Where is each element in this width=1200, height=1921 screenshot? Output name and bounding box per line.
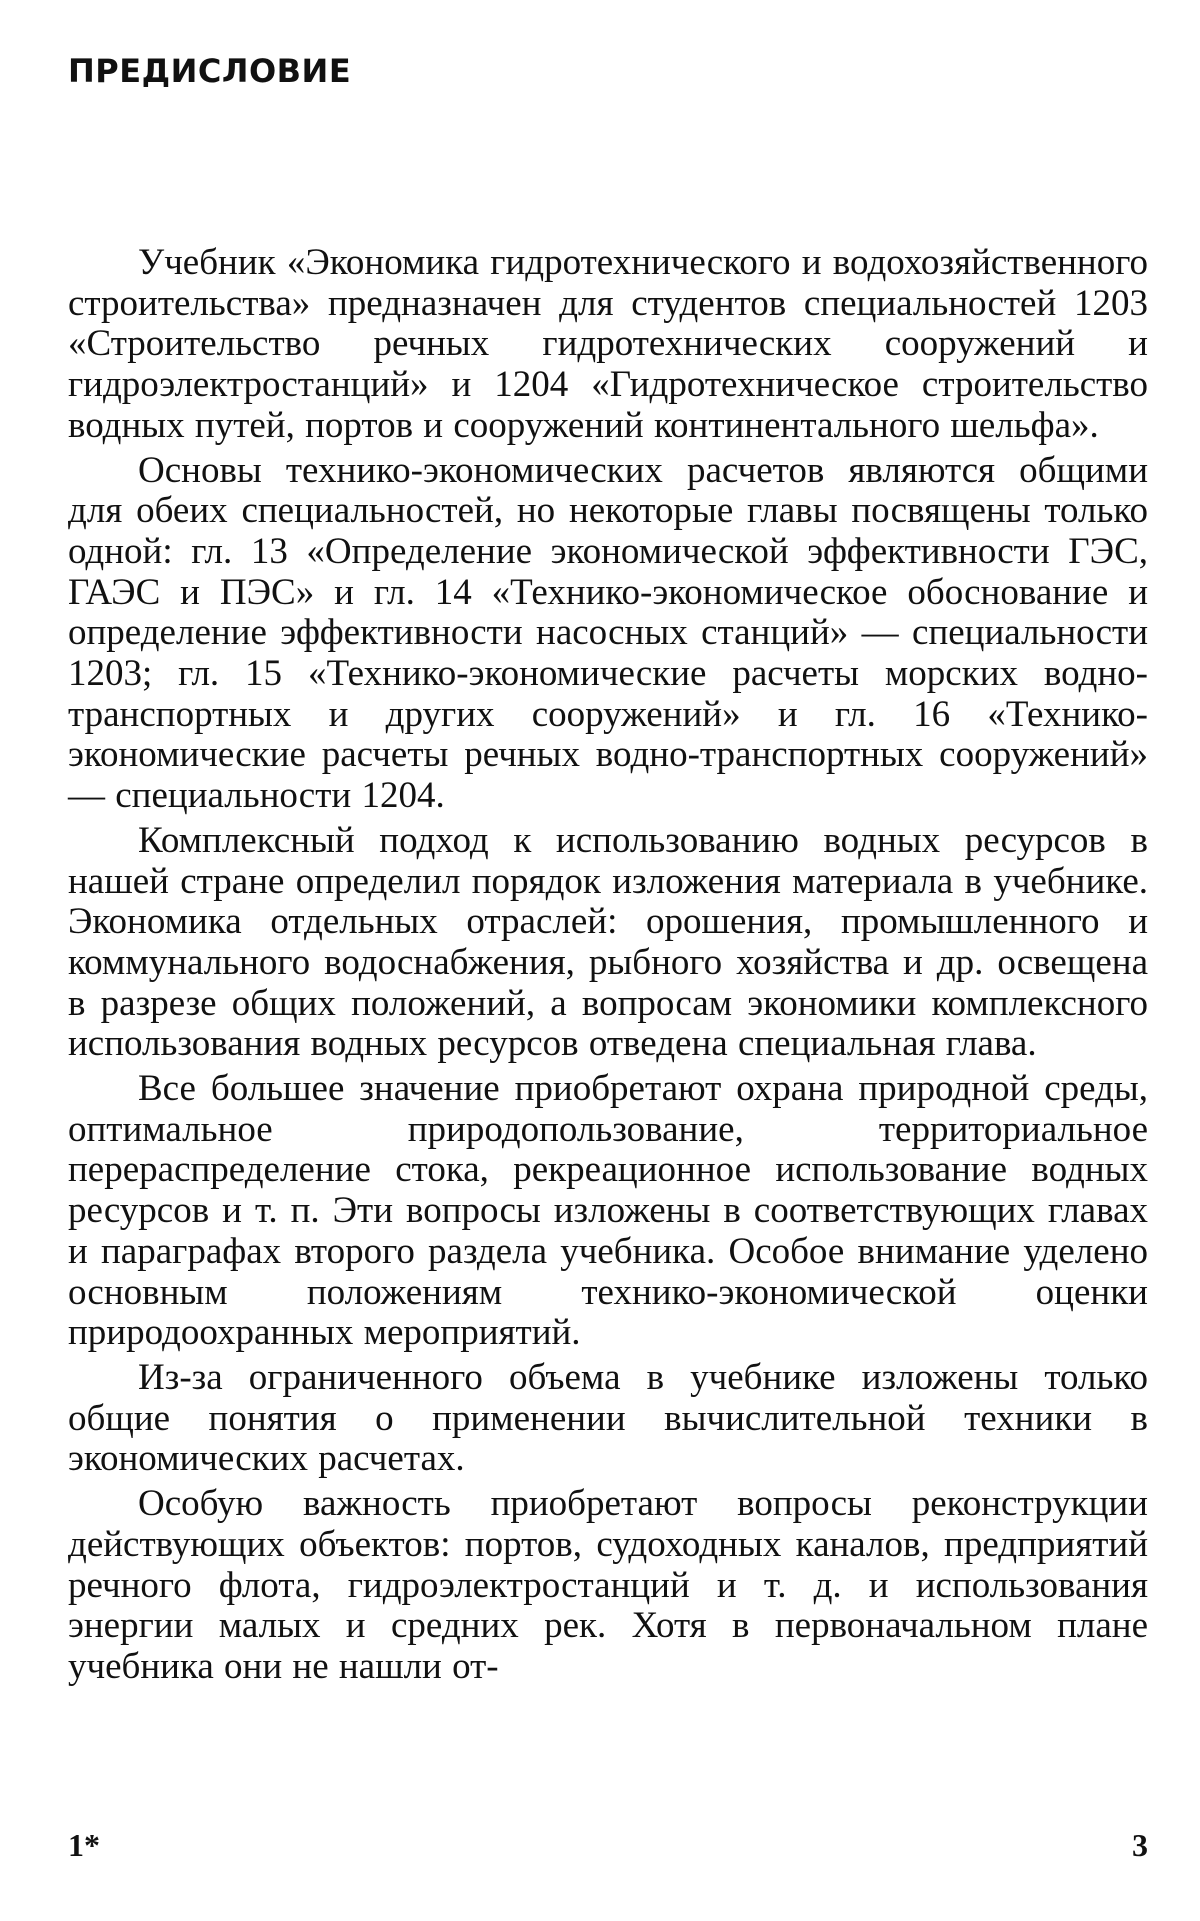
paragraph-4: Все большее значение приобретают охрана природной среды, оптимальное природопользование, территориальное перераспределение стока, рекреационное использование водных ресурсов и т. п. Эти вопросы изложены в соответствующих главах и параграфах второго раздела учебника. Особое внимание уделено основным положениям технико-экономической оценки природоохранных мероприятий. xyxy=(68,1068,1148,1354)
page-heading: ПРЕДИСЛОВИЕ xyxy=(68,52,352,90)
paragraph-6: Особую важность приобретают вопросы реконструкции действующих объектов: портов, судоходных каналов, предприятий речного флота, гидроэлектростанций и т. д. и использования энергии малых и средних рек. Хотя в первоначальном плане учебника они не нашли от- xyxy=(68,1483,1148,1687)
page-footer xyxy=(68,1827,1148,1867)
paragraph-2: Основы технико-экономических расчетов являются общими для обеих специальностей, но некоторые главы посвящены только одной: гл. 13 «Определение экономической эффективности ГЭС, ГАЭС и ПЭС» и гл. 14 «Технико-экономическое обоснование и определение эффективности насосных станций» — специальности 1203; гл. 15 «Технико-экономические расчеты морских водно-транспортных и других сооружений» и гл. 16 «Технико-экономические расчеты речных водно-транспортных сооружений» — специальности 1204. xyxy=(68,449,1148,817)
signature-mark: 1* xyxy=(68,1827,100,1863)
preface-text xyxy=(68,243,1148,1692)
paragraph-1: Учебник «Экономика гидротехнического и водохозяйственного строительства» предназначен для студентов специальностей 1203 «Строительство речных гидротехнических сооружений и гидроэлектростанций» и 1204 «Гидротехническое строительство водных путей, портов и сооружений континентального шельфа». xyxy=(68,242,1148,446)
paragraph-5: Из-за ограниченного объема в учебнике изложены только общие понятия о применении вычислительной техники в экономических расчетах. xyxy=(68,1356,1148,1480)
paragraph-3: Комплексный подход к использованию водных ресурсов в нашей стране определил порядок изложения материала в учебнике. Экономика отдельных отраслей: орошения, промышленного и коммунального водоснабжения, рыбного хозяйства и др. освещена в разрезе общих положений, а вопросам экономики комплексного использования водных ресурсов отведена специальная глава. xyxy=(68,819,1148,1065)
page-number: 3 xyxy=(1132,1827,1148,1863)
